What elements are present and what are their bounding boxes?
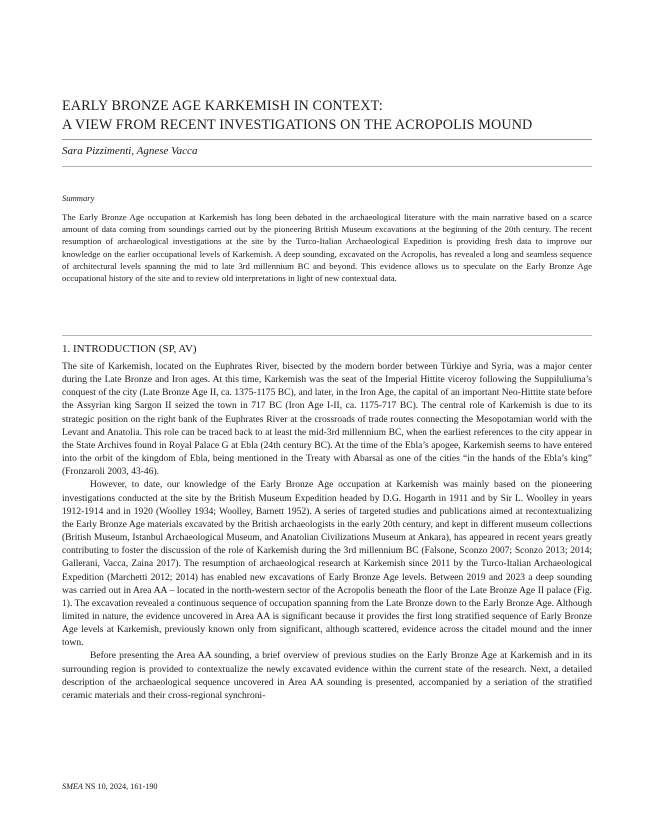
body-paragraph: The site of Karkemish, located on the Euphrates River, bisected by the modern border between Türkiye and Syria, was a major center during the Late Bronze and Iron ages. At this time, Karkemish was the seat of the Imperial Hittite viceroy following the Suppiluliuma’s conquest of the city (Late Bronze Age II, ca. 1375-1175 BC), and later, in the Iron Age, the capital of an important Neo-Hittite state before the Assyrian king Sargon II seized the town in 717 BC (Iron Age I-II, ca. 1175-717 BC). The central role of Karkemish is due to its strategic position on the right bank of the Euphrates River at the crossroads of trade routes connecting the Mesopotamian world with the Levant and Anatolia. This role can be traced back to at least the mid-3rd millennium BC, when the earliest references to the city appear in the State Archives found in Royal Palace G at Ebla (24th century BC). At the time of the Ebla’s apogee, Karkemish seems to have entered into the orbit of the kingdom of Ebla, being mentioned in the Treaty with Abarsal as one of the cities “in the hands of the Ebla’s king” (Fronzaroli 2003, 43-46). [62,361,592,478]
main-body [62,360,592,702]
article-authors: Sara Pizzimenti, Agnese Vacca [62,145,198,157]
footer-citation: NS 10, 2024, 161-190 [82,782,158,791]
article-title [62,97,592,135]
page-footer [62,782,158,792]
body-paragraph: However, to date, our knowledge of the Early Bronze Age occupation at Karkemish was mainly based on the pioneering investigations conducted at the site by the British Museum Expedition headed by D.G. Hogarth in 1911 and by Sir L. Woolley in years 1912-1914 and in 1920 (Woolley 1934; Woolley, Barnett 1952). A series of targeted studies and publications aimed at recontextualizing the Early Bronze Age materials excavated by the British archaeologists in the early 20th century, and kept in different museum collections (British Museum, Istanbul Archaeological Museum, and Anatolian Civilizations Museum at Ankara), has appeared in recent years greatly contributing to foster the discussion of the role of Karkemish during the 3rd millennium BC (Falsone, Sconzo 2007; Sconzo 2013; 2014; Gallerani, Vacca, Zaina 2017). The resumption of archaeological research at Karkemish since 2011 by the Turco-Italian Archaeological Expedition (Marchetti 2012; 2014) has enabled new excavations of Early Bronze Age levels. Between 2019 and 2023 a deep sounding was carried out in Area AA – located in the north-western sector of the Acropolis beneath the floor of the Late Bronze Age II palace (Fig. 1). The excavation revealed a continuous sequence of occupation spanning from the Late Bronze down to the Early Bronze Age. Although limited in nature, the evidence uncovered in Area AA is significant because it provides the first long stratified sequence of Early Bronze Age levels at Karkemish, previously known only from significant, although scattered, evidence across the citadel mound and the inner town. [62,479,592,649]
title-divider [62,139,592,140]
article-title-line-2: A VIEW FROM RECENT INVESTIGATIONS ON THE ACROPOLIS MOUND [62,117,533,133]
summary-body [62,211,592,284]
section-divider [62,335,592,336]
summary-label: Summary [62,193,95,203]
section-heading: 1. INTRODUCTION (SP, AV) [62,343,197,355]
authors-divider [62,166,592,167]
article-title-line-1: EARLY BRONZE AGE KARKEMISH IN CONTEXT: [62,98,383,114]
footer-journal: SMEA [62,782,83,791]
summary-text: The Early Bronze Age occupation at Karkemish has long been debated in the archaeological literature with the main narrative based on a scarce amount of data coming from soundings carried out by the pioneering British Museum excavations at the beginning of the 20th century. The recent resumption of archaeological investigations at the site by the Turco-Italian Archaeological Expedition is providing fresh data to improve our knowledge on the earlier occupational levels of Karkemish. A deep sounding, excavated on the Acropolis, has revealed a long and seamless sequence of architectural levels spanning the mid to late 3rd millennium BC and beyond. This evidence allows us to speculate on the Early Bronze Age occupational history of the site and to review old interpretations in light of new contextual data. [62,212,592,284]
body-paragraph: Before presenting the Area AA sounding, a brief overview of previous studies on the Early Bronze Age at Karkemish and in its surrounding region is provided to contextualize the newly excavated evidence within the current state of the research. Next, a detailed description of the archaeological sequence uncovered in Area AA sounding is presented, accompanied by a seriation of the stratified ceramic materials and their cross-regional synchroni- [62,650,592,701]
